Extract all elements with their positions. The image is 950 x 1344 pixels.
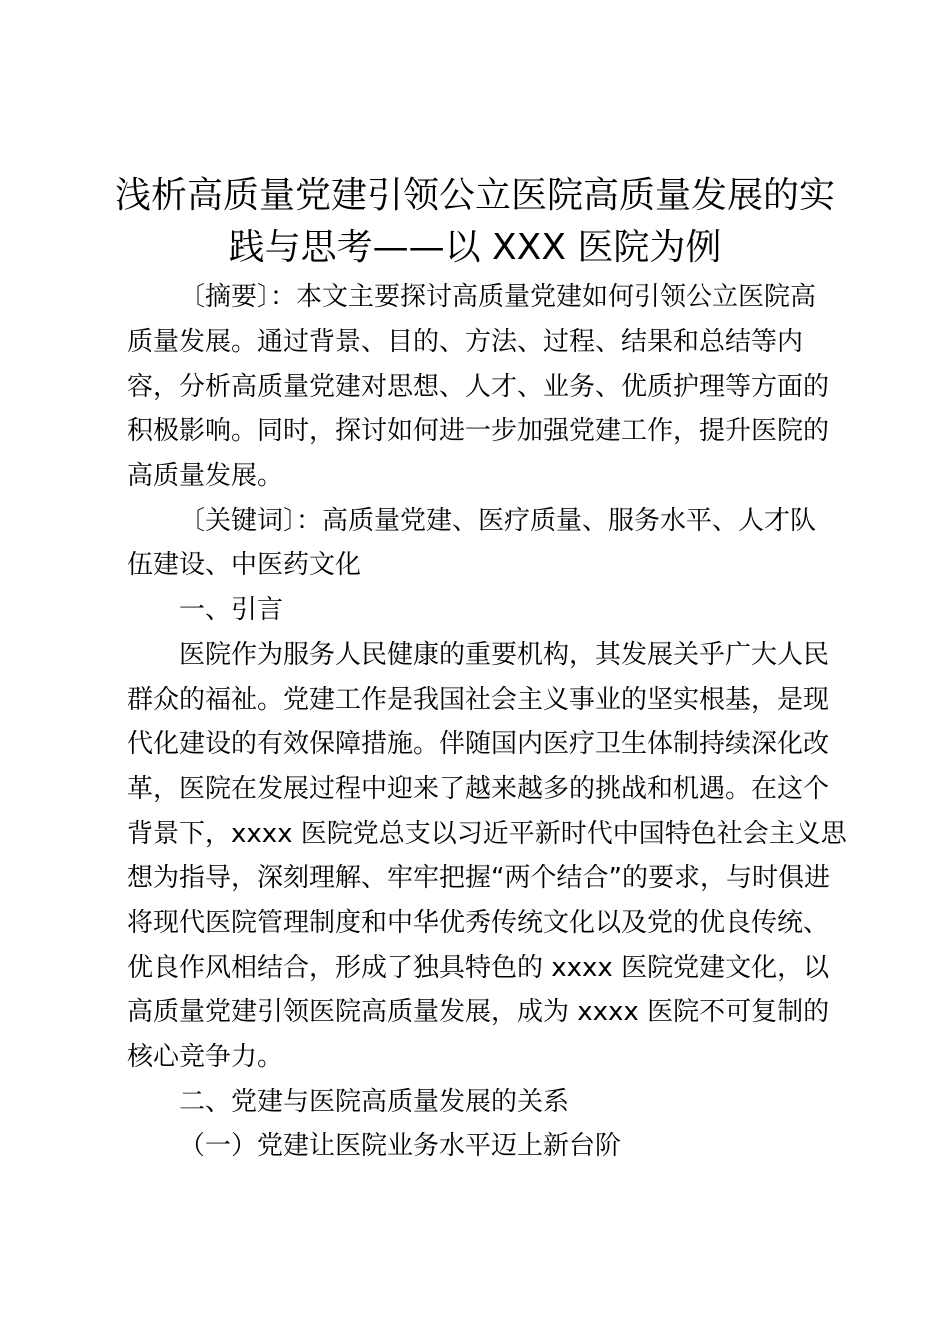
document-title-line-1: 浅析高质量党建引领公立医院高质量发展的实: [115, 175, 836, 216]
body-line: 代化建设的有效保障措施。伴随国内医疗卫生体制持续深化改: [127, 729, 830, 759]
keywords-line: 伍建设、中医药文化: [127, 550, 362, 580]
body-line: 群众的福祉。党建工作是我国社会主义事业的坚实根基，是现: [127, 685, 830, 715]
body-line: 优良作风相结合，形成了独具特色的 xxxx 医院党建文化，以: [127, 953, 830, 983]
body-line: 想为指导，深刻理解、牢牢把握“两个结合”的要求，与时俱进: [127, 863, 830, 893]
body-line: 核心竞争力。: [127, 1042, 284, 1072]
body-line: 医院作为服务人民健康的重要机构，其发展关乎广大人民: [179, 640, 830, 670]
abstract-line: 高质量发展。: [127, 461, 284, 491]
abstract-line: 积极影响。同时，探讨如何进一步加强党建工作，提升医院的: [127, 416, 830, 446]
section-heading: 二、党建与医院高质量发展的关系: [179, 1087, 570, 1117]
body-line: 将现代医院管理制度和中华优秀传统文化以及党的优良传统、: [127, 908, 830, 938]
abstract-line: 〔摘要〕：本文主要探讨高质量党建如何引领公立医院高: [179, 282, 817, 312]
body-line: 高质量党建引领医院高质量发展，成为 xxxx 医院不可复制的: [127, 997, 830, 1027]
body-line: 革，医院在发展过程中迎来了越来越多的挑战和机遇。在这个: [127, 774, 830, 804]
abstract-line: 容，分析高质量党建对思想、人才、业务、优质护理等方面的: [127, 372, 830, 402]
body-line: 背景下，xxxx 医院党总支以习近平新时代中国特色社会主义思: [127, 819, 847, 849]
document-title-line-2: 践与思考——以 XXX 医院为例: [228, 227, 722, 268]
subsection-heading: （一）党建让医院业务水平迈上新台阶: [179, 1131, 622, 1161]
section-heading: 一、引言: [179, 595, 284, 625]
keywords-line: 〔关键词〕：高质量党建、医疗质量、服务水平、人才队: [179, 506, 817, 536]
abstract-line: 质量发展。通过背景、目的、方法、过程、结果和总结等内: [127, 327, 804, 357]
